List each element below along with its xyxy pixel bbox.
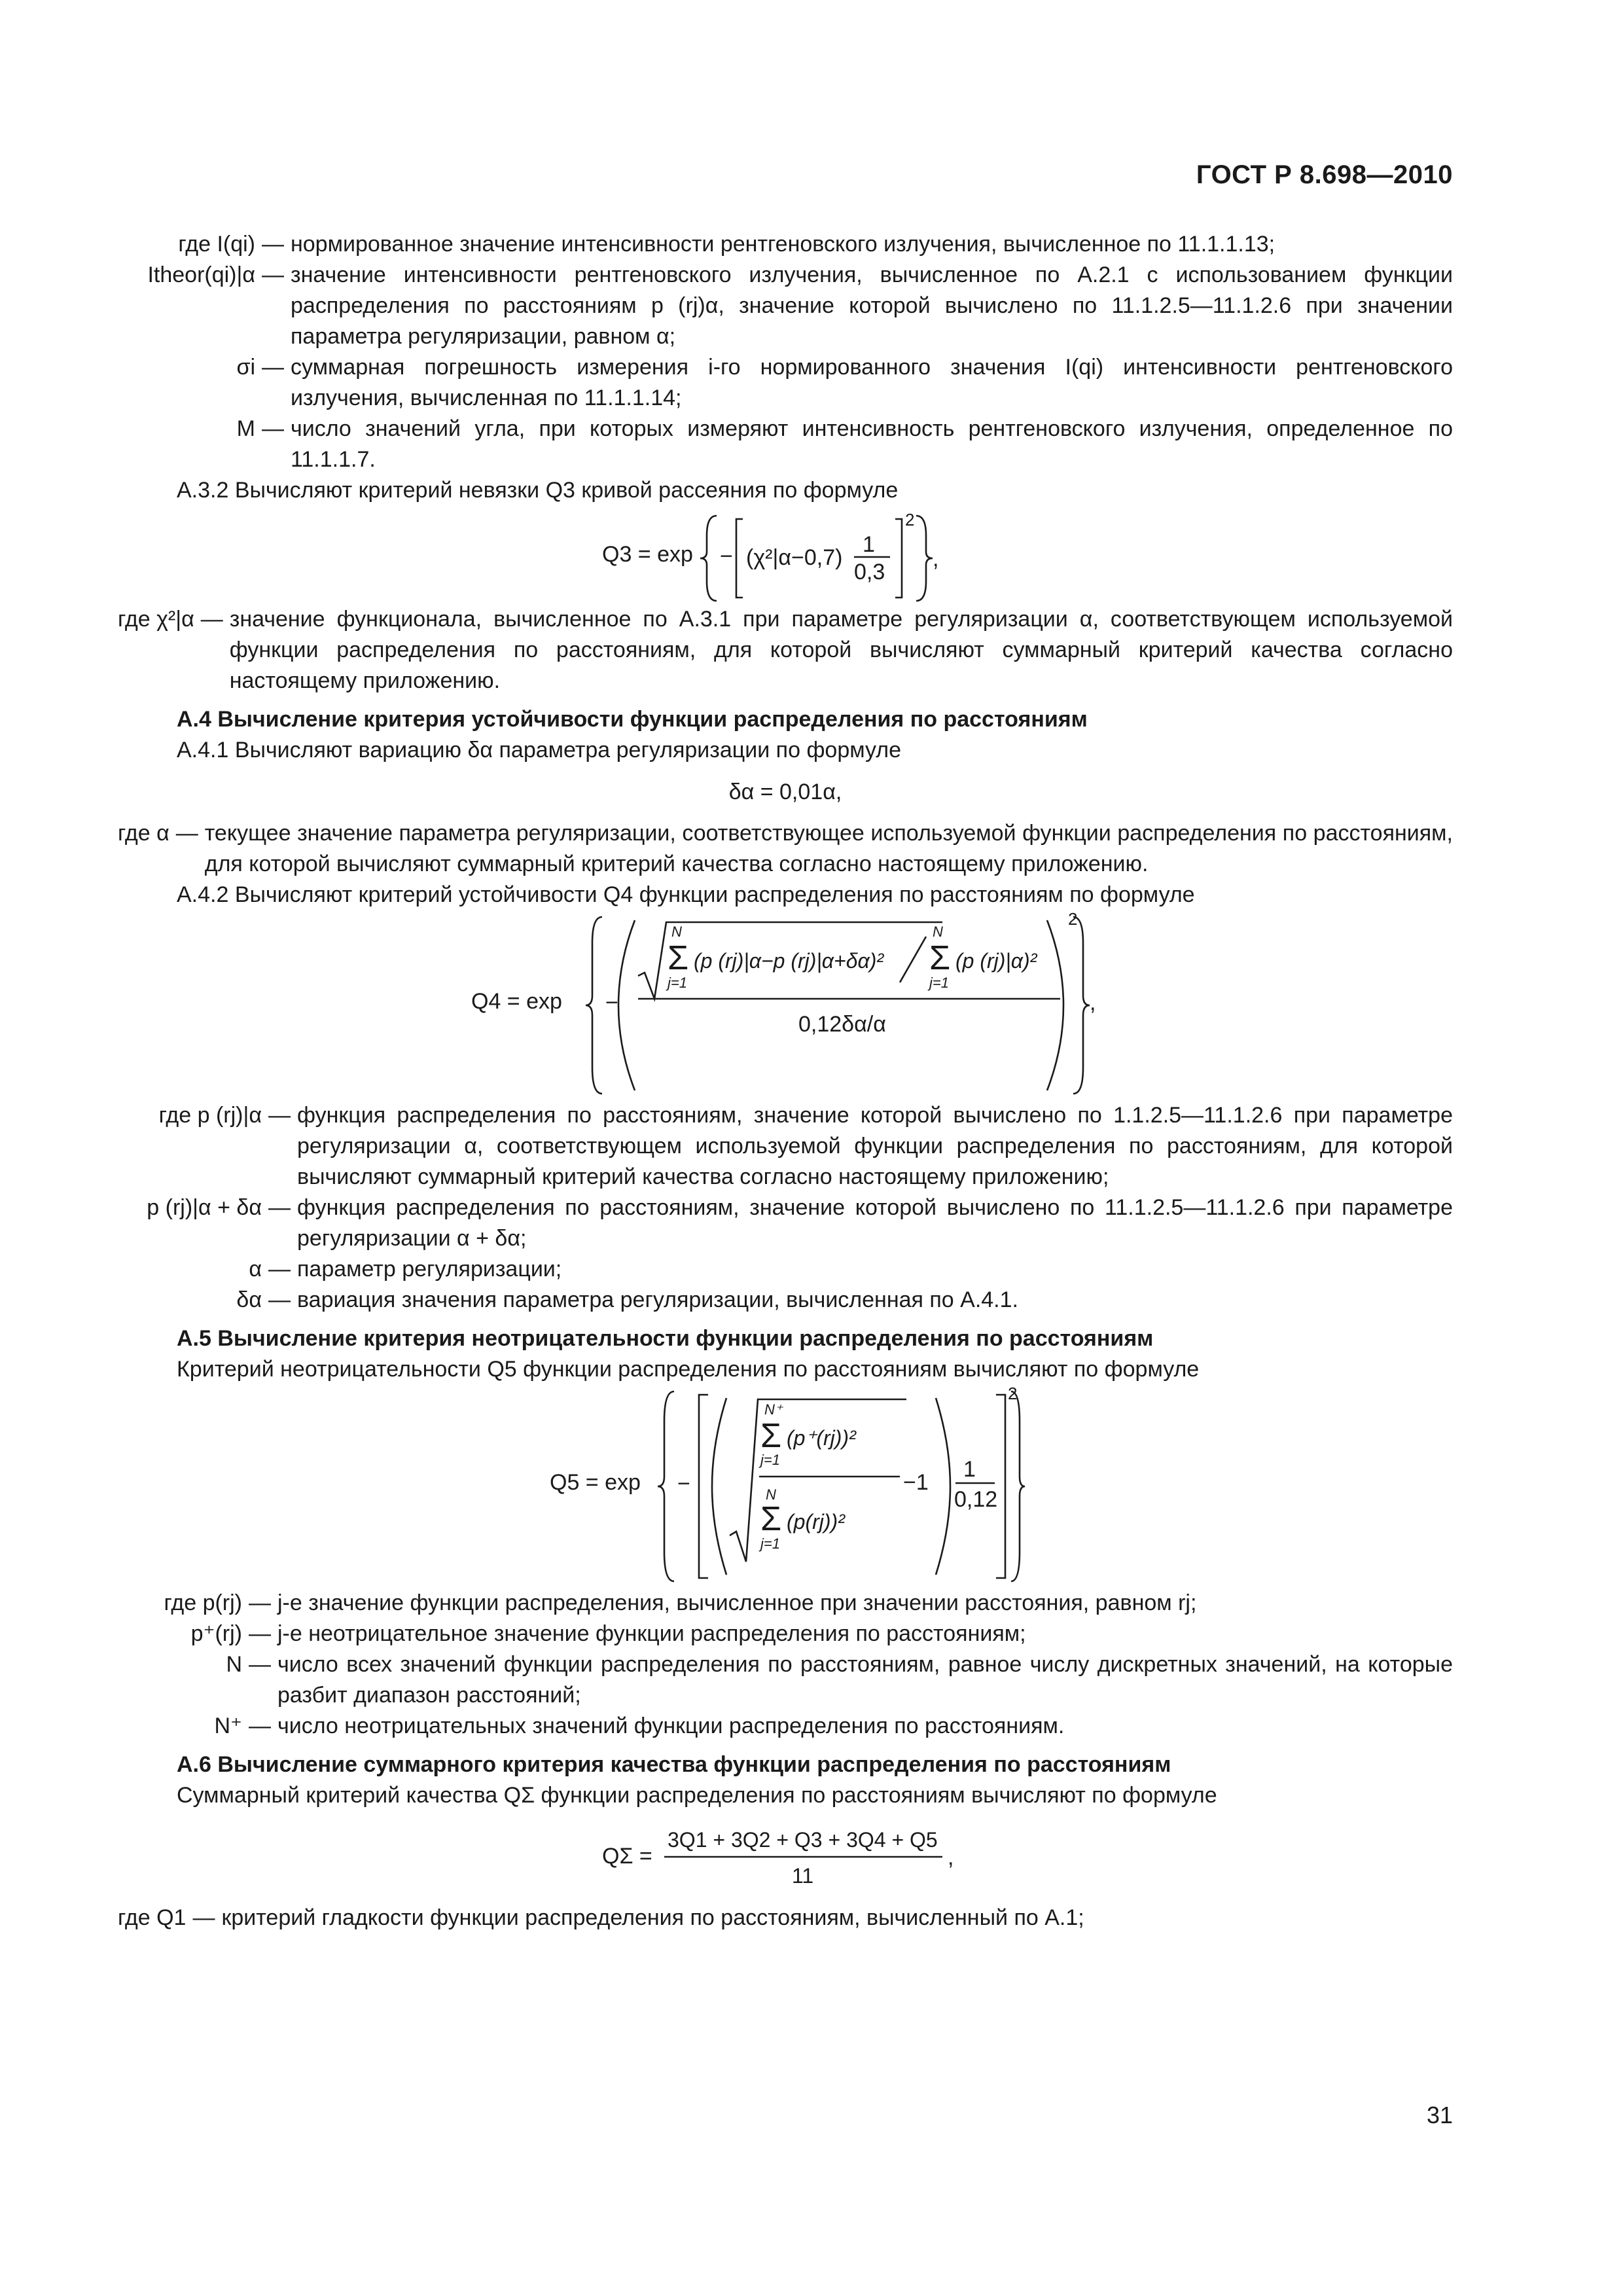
definition-term: где α	[118, 821, 169, 846]
definition-term: N	[226, 1652, 242, 1677]
svg-text:Σ: Σ	[760, 1417, 782, 1455]
heading-a5: А.5 Вычисление критерия неотрицательности функции распределения по расстояниям	[177, 1326, 1154, 1351]
paragraph-a5: Критерий неотрицательности Q5 функции распределения по расстояниям вычисляют по формуле	[177, 1357, 1200, 1382]
paragraph-a41: А.4.1 Вычисляют вариацию δα параметра регуляризации по формуле	[177, 738, 901, 762]
q3-exp: 2	[905, 510, 915, 529]
definition-text: вариация значения параметра регуляризации, вычисленная по А.4.1.	[297, 1287, 1018, 1312]
q5-exp: 2	[1008, 1384, 1018, 1403]
definition-text: число неотрицательных значений функции распределения по расстояниям.	[277, 1713, 1065, 1738]
paragraph-a42: А.4.2 Вычисляют критерий устойчивости Q4 функции распределения по расстояниям по формуле	[177, 882, 1195, 907]
q5-numsum: (p⁺(rj))²	[787, 1426, 856, 1450]
definition-row: α — параметр регуляризации;	[118, 1254, 1453, 1285]
definition-term: p (rj)|α + δα	[147, 1195, 262, 1220]
definition-term: α	[249, 1257, 262, 1282]
q4-lhs: Q4 = exp	[471, 989, 562, 1014]
definition-text: нормированное значение интенсивности рентгеновского излучения, вычисленное по 11.1.1.13;	[291, 232, 1275, 257]
document-page	[118, 0, 1453, 2296]
q4-sum1: (p (rj)|α−p (rj)|α+δα)²	[694, 949, 884, 973]
formula-q4	[118, 910, 1453, 1100]
svg-text:N: N	[671, 924, 682, 940]
definition-row: N — число всех значений функции распределения по расстояниям, равное числу дискретных значений, на которые разбит диапазон расстояний;	[118, 1649, 1453, 1711]
definition-text: функция распределения по расстояниям, значение которой вычислено по 11.1.2.5—11.1.2.6 при параметре регуляризации α + δα;	[297, 1195, 1453, 1251]
q5-bracket-right	[996, 1395, 1005, 1578]
heading-a4: А.4 Вычисление критерия устойчивости функции распределения по расстояниям	[177, 707, 1088, 732]
q5-paren-right	[936, 1398, 950, 1575]
svg-text:−: −	[720, 544, 733, 569]
q3-brace-left	[700, 516, 717, 601]
q4-paren-right	[1047, 920, 1063, 1090]
definition-text: j-е значение функции распределения, вычисленное при значении расстояния, равном rj;	[277, 1590, 1197, 1615]
svg-text:N⁺: N⁺	[764, 1401, 783, 1418]
definition-row: N⁺ — число неотрицательных значений функции распределения по расстояниям.	[118, 1711, 1453, 1742]
definition-row: Itheor(qi)|α — значение интенсивности рентгеновского излучения, вычисленное по А.2.1 с использованием функции распределения по расстояниям p (rj)α, значение которой вычислено по 11.1.2.5—11.1.2.6 при значении параметра регуляризации, равном α;	[118, 260, 1453, 352]
document-header: ГОСТ Р 8.698—2010	[1196, 160, 1453, 189]
q5-den: 0,12	[954, 1487, 998, 1512]
svg-text:,: ,	[933, 547, 939, 571]
definitions-block-1	[118, 229, 1453, 475]
definition-term: σi	[236, 355, 255, 380]
q5-sqrt	[730, 1399, 906, 1562]
svg-text:N: N	[933, 924, 943, 940]
svg-text:−: −	[605, 990, 618, 1015]
q3-num: 1	[863, 532, 875, 557]
definition-term: где χ²|α	[118, 607, 194, 632]
heading-a6: А.6 Вычисление суммарного критерия качества функции распределения по расстояниям	[177, 1752, 1171, 1777]
q3-inner: (χ²|α−0,7)	[746, 545, 843, 570]
definition-text: суммарная погрешность измерения i-го нормированного значения I(qi) интенсивности рентгеновского излучения, вычисленная по 11.1.1.14;	[291, 355, 1453, 410]
q4-exp: 2	[1068, 909, 1078, 929]
definition-text: критерий гладкости функции распределения по расстояниям, вычисленный по А.1;	[221, 1905, 1084, 1930]
svg-text:j=1: j=1	[760, 1535, 780, 1552]
qs-den: 11	[792, 1864, 814, 1888]
definition-term: δα	[236, 1287, 262, 1312]
definition-text: текущее значение параметра регуляризации, соответствующее используемой функции распределения по расстояниям, для которой вычисляют суммарный критерий качества согласно настоящему приложению.	[204, 821, 1453, 876]
definition-text: j-е неотрицательное значение функции распределения по расстояниям;	[277, 1621, 1026, 1646]
q3-bracket-right	[895, 519, 902, 598]
definition-term: где Q1	[118, 1905, 187, 1930]
svg-text:j=1: j=1	[760, 1452, 780, 1468]
q3-den: 0,3	[854, 560, 885, 584]
q5-lhs: Q5 = exp	[550, 1470, 641, 1495]
q3-bracket-left	[736, 519, 743, 598]
q5-densum: (p(rj))²	[787, 1510, 845, 1534]
definition-row: M — число значений угла, при которых измеряют интенсивность рентгеновского излучения, определенное по 11.1.1.7.	[118, 414, 1453, 475]
definition-term: M	[236, 416, 255, 441]
definition-term: p⁺(rj)	[190, 1621, 242, 1646]
svg-text:Σ: Σ	[668, 939, 689, 977]
formula-q5	[118, 1385, 1453, 1588]
definition-text: функция распределения по расстояниям, значение которой вычислено по 1.1.2.5—11.1.2.6 при параметре регуляризации α, соответствующем используемой функции распределения по расстояниям, для которой вычисляют суммарный критерий качества согласно настоящему приложению;	[297, 1103, 1453, 1189]
definitions-block-5	[118, 1588, 1453, 1742]
definition-text: значение интенсивности рентгеновского излучения, вычисленное по А.2.1 с использованием функции распределения по расстояниям p (rj)α, значение которой вычислено по 11.1.2.5—11.1.2.6 при значении параметра регуляризации, равном α;	[291, 262, 1453, 349]
page-number: 31	[1426, 2102, 1453, 2128]
formula-q3	[118, 506, 1453, 604]
svg-text:Σ: Σ	[760, 1500, 782, 1538]
q4-sum2: (p (rj)|α)²	[955, 949, 1037, 973]
paragraph-a6: Суммарный критерий качества QΣ функции распределения по расстояниям вычисляют по формуле	[177, 1783, 1217, 1808]
document-body	[118, 229, 1453, 1933]
definition-term: N⁺	[214, 1713, 242, 1738]
svg-text:N: N	[766, 1486, 776, 1503]
q5-brace-left	[658, 1391, 674, 1581]
definition-row: где χ²|α — значение функционала, вычисленное по А.3.1 при параметре регуляризации α, соответствующем используемой функции распределения по расстояниям, для которой вычисляют суммарный критерий качества согласно настоящему приложению.	[118, 604, 1453, 696]
q4-brace-right	[1073, 917, 1090, 1094]
formula-qsigma	[118, 1811, 1453, 1903]
definition-row: δα — вариация значения параметра регуляризации, вычисленная по А.4.1.	[118, 1285, 1453, 1316]
definition-term: где p (rj)|α	[158, 1103, 262, 1128]
definitions-block-6	[118, 1903, 1453, 1933]
svg-text:,: ,	[948, 1845, 954, 1870]
paragraph-a32: А.3.2 Вычисляют критерий невязки Q3 кривой рассеяния по формуле	[177, 478, 899, 503]
svg-text:j=1: j=1	[668, 975, 687, 991]
svg-text:Σ: Σ	[929, 939, 951, 977]
definition-text: значение функционала, вычисленное по А.3.1 при параметре регуляризации α, соответствующем используемой функции распределения по расстояниям, для которой вычисляют суммарный критерий качества согласно настоящему приложению.	[229, 607, 1453, 693]
q5-paren-left	[712, 1398, 726, 1575]
definition-row: где α — текущее значение параметра регуляризации, соответствующее используемой функции распределения по расстояниям, для которой вычисляют суммарный критерий качества согласно настоящему приложению.	[118, 818, 1453, 880]
definition-term: Itheor(qi)|α	[147, 262, 255, 287]
q5-one: 1	[963, 1457, 976, 1482]
qs-lhs: QΣ =	[602, 1844, 652, 1869]
definition-row: σi — суммарная погрешность измерения i-го нормированного значения I(qi) интенсивности рентгеновского излучения, вычисленная по 11.1.1.14;	[118, 352, 1453, 414]
definition-term: где p(rj)	[164, 1590, 242, 1615]
definition-text: число значений угла, при которых измеряют интенсивность рентгеновского излучения, определенное по 11.1.1.7.	[291, 416, 1453, 472]
svg-text:,: ,	[1090, 990, 1096, 1015]
definitions-block-4	[118, 1100, 1453, 1316]
q5-bracket-left	[699, 1395, 708, 1578]
q4-den: 0,12δα/α	[798, 1012, 886, 1037]
formula-delta-alpha: δα = 0,01α,	[728, 780, 842, 804]
definition-row: где p (rj)|α — функция распределения по расстояниям, значение которой вычислено по 1.1.2.5—11.1.2.6 при параметре регуляризации α, соответствующем используемой функции распределения по расстояниям, для которой вычисляют суммарный критерий качества согласно настоящему приложению;	[118, 1100, 1453, 1193]
q5-minus-one: −1	[903, 1470, 929, 1495]
definition-row: где Q1 — критерий гладкости функции распределения по расстояниям, вычисленный по А.1;	[118, 1903, 1453, 1933]
q3-lhs: Q3 = exp	[602, 542, 693, 567]
definition-text: число всех значений функции распределения по расстояниям, равное числу дискретных значений, на которые разбит диапазон расстояний;	[277, 1652, 1453, 1708]
definition-row: p⁺(rj) — j-е неотрицательное значение функции распределения по расстояниям;	[118, 1619, 1453, 1649]
q4-paren-left	[618, 920, 635, 1090]
svg-text:−: −	[677, 1471, 690, 1496]
qs-num: 3Q1 + 3Q2 + Q3 + 3Q4 + Q5	[668, 1828, 938, 1852]
definition-row: где p(rj) — j-е значение функции распределения, вычисленное при значении расстояния, равном rj;	[118, 1588, 1453, 1619]
definition-row: где I(qi) — нормированное значение интенсивности рентгеновского излучения, вычисленное по 11.1.1.13;	[118, 229, 1453, 260]
definitions-block-2	[118, 604, 1453, 696]
definition-row: p (rj)|α + δα — функция распределения по расстояниям, значение которой вычислено по 11.1.2.5—11.1.2.6 при параметре регуляризации α + δα;	[118, 1193, 1453, 1254]
q4-brace-left	[586, 917, 602, 1094]
q5-brace-right	[1011, 1391, 1025, 1581]
definition-text: параметр регуляризации;	[297, 1257, 562, 1282]
q3-brace-right	[916, 516, 933, 601]
svg-text:j=1: j=1	[929, 975, 949, 991]
definitions-block-3	[118, 818, 1453, 880]
definition-term: где I(qi)	[178, 232, 255, 257]
